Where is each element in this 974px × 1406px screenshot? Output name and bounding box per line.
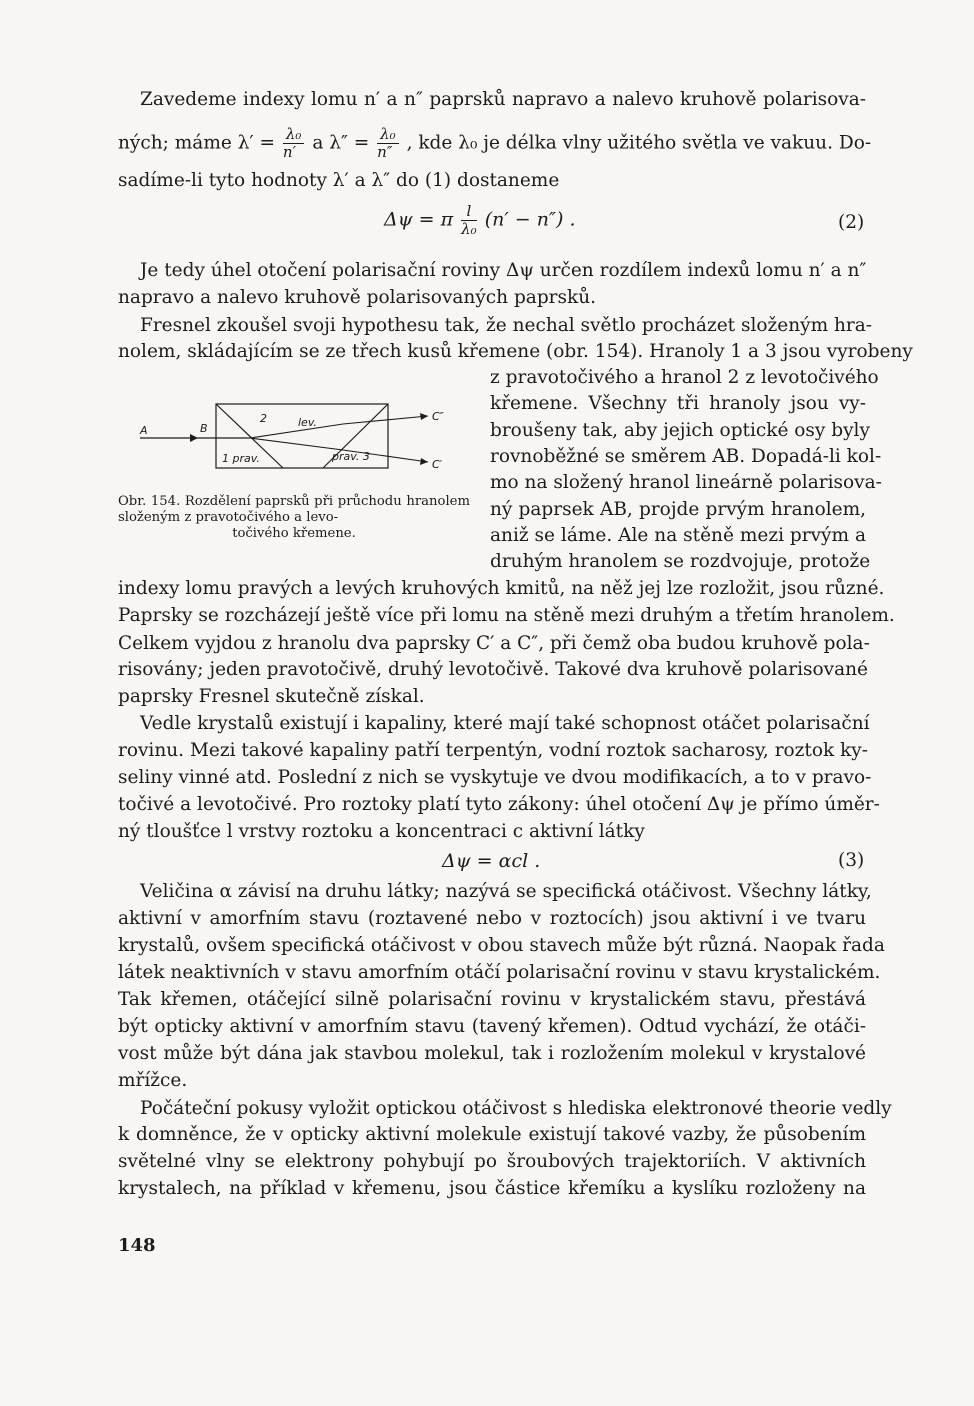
text-line: Celkem vyjdou z hranolu dva paprsky C′ a C″, při čemž oba budou kruhově pola- bbox=[118, 633, 870, 654]
label-prism-2: lev. bbox=[298, 416, 317, 429]
text-line: světelné vlny se elektrony pohybují po šroubových trajektoriích. V aktivních bbox=[118, 1151, 866, 1172]
inline-text: a λ″ = bbox=[312, 132, 370, 154]
label-prism-2-number: 2 bbox=[260, 412, 267, 425]
text-line: křemene. Všechny tři hranoly jsou vy- bbox=[490, 393, 866, 414]
figure-caption bbox=[118, 494, 470, 542]
text-line-with-fractions bbox=[118, 125, 872, 161]
text-line: paprsky Fresnel skutečně získal. bbox=[118, 686, 425, 707]
label-b: B bbox=[200, 422, 208, 435]
text-line: točivé a levotočivé. Pro roztoky platí tyto zákony: úhel otočení Δψ je přímo úměr- bbox=[118, 794, 880, 815]
text-line: k domněnce, že v opticky aktivní molekule existují takové vazby, že působením bbox=[118, 1124, 866, 1145]
arrow-icon bbox=[190, 434, 198, 442]
fraction-lambda-prime: $\frac{\text{λ₀}}{n'}$ bbox=[283, 126, 305, 161]
equation-2: Δψ = π $\frac{l}{\text{λ₀}}$ (n′ − n″) . bbox=[384, 202, 576, 238]
text-line: být opticky aktivní v amorfním stavu (tavený křemen). Odtud vychází, že otáči- bbox=[118, 1016, 866, 1037]
label-prism-1: 1 prav. bbox=[222, 452, 260, 465]
text-line: nolem, skládajícím se ze třech kusů křemene (obr. 154). Hranoly 1 a 3 jsou vyrobeny bbox=[118, 341, 913, 362]
text-line: Veličina α závisí na druhu látky; nazývá se specifická otáčivost. Všechny látky, bbox=[140, 881, 872, 902]
text-line: broušeny tak, aby jejich optické osy byly bbox=[490, 420, 870, 441]
caption-line: Obr. 154. Rozdělení paprsků při průchodu bbox=[118, 494, 402, 509]
text-line: vost může být dána jak stavbou molekul, tak i rozložením molekul v krystalové bbox=[118, 1043, 866, 1064]
text-line: Počáteční pokusy vyložit optickou otáčivost s hlediska elektronové theorie vedly bbox=[140, 1098, 892, 1119]
inline-text: ných; máme λ′ = bbox=[118, 132, 276, 154]
label-c-double-prime: C″ bbox=[432, 410, 444, 423]
text-line: rovnoběžné se směrem AB. Dopadá-li kol- bbox=[490, 446, 882, 467]
label-a: A bbox=[140, 424, 148, 437]
text-line: mo na složený hranol lineárně polarisova- bbox=[490, 472, 882, 493]
equation-3: Δψ = αcl . bbox=[442, 850, 541, 872]
inline-text: , kde λ₀ je délka vlny užitého světla ve vakuu. Do- bbox=[406, 132, 872, 154]
text-line: Tak křemen, otáčející silně polarisační rovinu v krystalickém stavu, přestává bbox=[118, 989, 866, 1010]
equation-number: (3) bbox=[838, 850, 865, 871]
text-line: sadíme-li tyto hodnoty λ′ a λ″ do (1) dostaneme bbox=[118, 170, 560, 191]
text-line: druhým hranolem se rozdvojuje, protože bbox=[490, 551, 871, 572]
text-line: Paprsky se rozcházejí ještě více při lomu na stěně mezi druhým a třetím hranolem. bbox=[118, 605, 895, 626]
text-line: látek neaktivních v stavu amorfním otáčí polarisační rovinu v stavu krystalickém. bbox=[118, 962, 881, 983]
label-prism-3: prav. 3 bbox=[332, 450, 370, 463]
label-c-prime: C′ bbox=[432, 458, 443, 471]
arrow-icon bbox=[420, 413, 428, 420]
text-line: aniž se láme. Ale na stěně mezi prvým a bbox=[490, 525, 866, 546]
text-line: ný tloušťce l vrstvy roztoku a koncentraci c aktivní látky bbox=[118, 821, 645, 842]
caption-line: točivého křemene. bbox=[232, 526, 356, 541]
caption-line: hranolem složeným z pravotočivého a levo- bbox=[118, 494, 470, 525]
text-line: krystalech, na příklad v křemenu, jsou částice křemíku a kyslíku rozloženy na bbox=[118, 1178, 866, 1199]
text-line: Je tedy úhel otočení polarisační roviny Δψ určen rozdílem indexů lomu n′ a n″ bbox=[140, 260, 867, 281]
fraction-l-lambda: $\frac{l}{\text{λ₀}}$ bbox=[461, 202, 477, 238]
text-line: aktivní v amorfním stavu (roztavené nebo v roztocích) jsou aktivní i ve tvaru bbox=[118, 908, 866, 929]
equation-number: (2) bbox=[838, 212, 865, 233]
text-line: seliny vinné atd. Poslední z nich se vyskytuje ve dvou modifikacích, a to v pravo- bbox=[118, 767, 872, 788]
fraction-lambda-double-prime: $\frac{\text{λ₀}}{n''}$ bbox=[377, 126, 399, 161]
text-line: krystalů, ovšem specifická otáčivost v obou stavech může být různá. Naopak řada bbox=[118, 935, 885, 956]
text-line: napravo a nalevo kruhově polarisovaných paprsků. bbox=[118, 287, 597, 308]
text-line: indexy lomu pravých a levých kruhových kmitů, na něž jej lze rozložit, jsou různé. bbox=[118, 578, 885, 599]
page-number: 148 bbox=[118, 1235, 156, 1256]
ray-c-double-prime bbox=[343, 416, 428, 424]
text-line: risovány; jeden pravotočivě, druhý levotočivě. Takové dva kruhově polarisované bbox=[118, 659, 868, 680]
arrow-icon bbox=[420, 458, 428, 465]
text-line: Fresnel zkoušel svoji hypothesu tak, že nechal světlo procházet složeným hra- bbox=[140, 315, 873, 336]
text-line: Zavedeme indexy lomu n′ a n″ paprsků napravo a nalevo kruhově polarisova- bbox=[140, 89, 866, 110]
ray-c-prime bbox=[250, 438, 343, 450]
ray-c-double-prime bbox=[250, 424, 343, 438]
prism-diagram bbox=[138, 396, 468, 476]
text-line: mřížce. bbox=[118, 1070, 188, 1091]
text-line: ný paprsek AB, projde prvým hranolem, bbox=[490, 499, 866, 520]
text-line: z pravotočivého a hranol 2 z levotočivého bbox=[490, 367, 879, 388]
text-line: Vedle krystalů existují i kapaliny, které mají také schopnost otáčet polarisační bbox=[140, 713, 870, 734]
text-line: rovinu. Mezi takové kapaliny patří terpentýn, vodní roztok sacharosy, roztok ky- bbox=[118, 740, 868, 761]
